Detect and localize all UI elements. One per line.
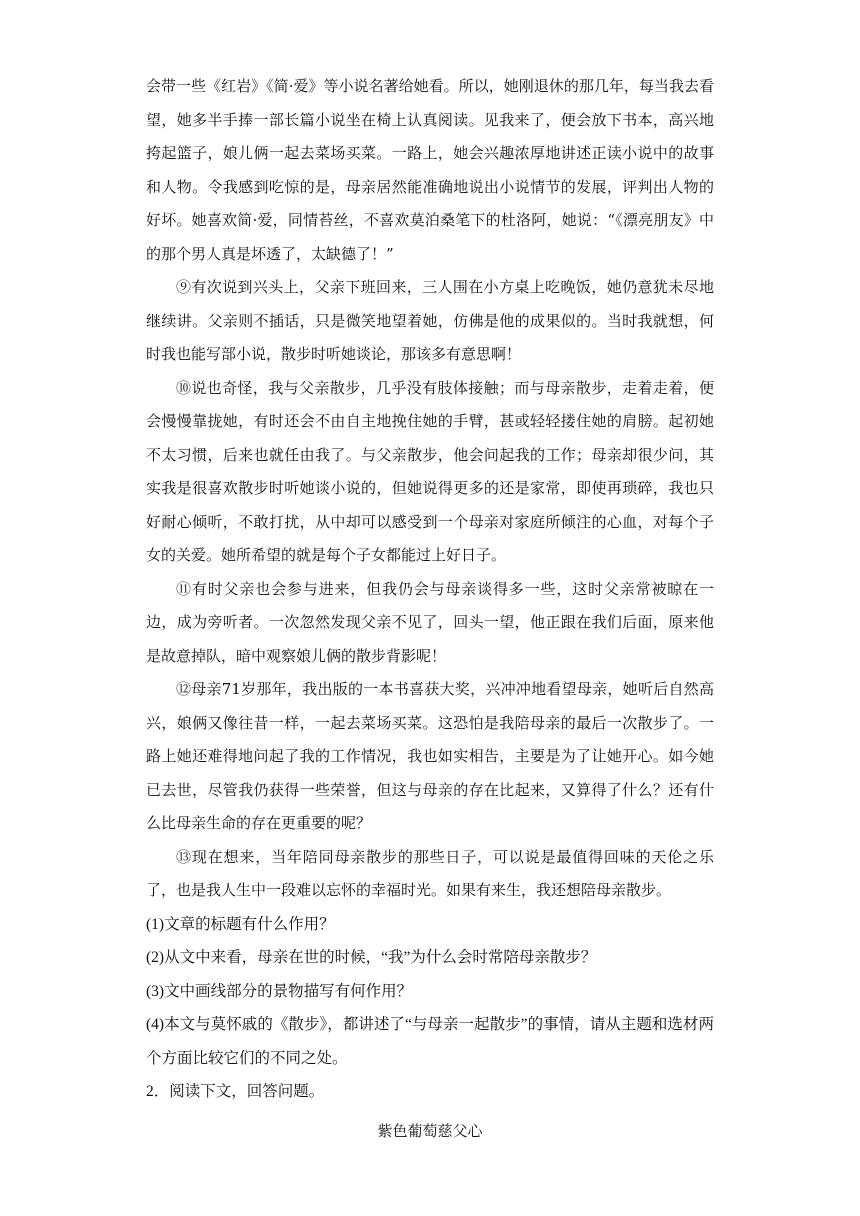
question-3: (3)文中画线部分的景物描写有何作用？: [146, 982, 413, 1000]
paragraph-12: ⑫母亲71岁那年，我出版的一本书喜获大奖，兴冲冲地看望母亲，她听后自然高兴，娘俩又像往昔一样，一起去菜场买菜。这恐怕是我陪母亲的最后一次散步了。一路上她还难得地问起了我的工作情况，我也如实相告，主要是为了让她开心。如今她已去世，尽管我仍获得一些荣誉，但这与母亲的存在比起来，又算得了什么？还有什么比母亲生命的存在更重要的呢？: [146, 680, 714, 832]
next-passage-title: 紫色葡萄慈父心: [377, 1121, 483, 1140]
next-item-heading: 2．阅读下文，回答问题。: [146, 1083, 325, 1100]
document-body: [146, 70, 714, 1148]
question-4: (4)本文与莫怀戚的《散步》，都讲述了“与母亲一起散步”的事情，请从主题和选材两个方面比较它们的不同之处。: [146, 1016, 714, 1067]
question-2: (2)从文中来看，母亲在世的时候，“我”为什么会时常陪母亲散步？: [146, 949, 597, 966]
paragraph-8-continued: 会带一些《红岩》《简·爱》等小说名著给她看。所以，她刚退休的那几年，每当我去看望，她多半手捧一部长篇小说坐在椅上认真阅读。见我来了，便会放下书本，高兴地挎起篮子，娘儿俩一起去菜场买菜。一路上，她会兴趣浓厚地讲述正读小说中的故事和人物。令我感到吃惊的是，母亲居然能准确地说出小说情节的发展，评判出人物的好坏。她喜欢简·爱，同情苔丝，不喜欢莫泊桑笔下的杜洛阿，她说：“《漂亮朋友》中的那个男人真是坏透了，太缺德了！”: [146, 77, 714, 263]
paragraph-9: ⑨有次说到兴头上，父亲下班回来，三人围在小方桌上吃晚饭，她仍意犹未尽地继续讲。父亲则不插话，只是微笑地望着她，仿佛是他的成果似的。当时我就想，何时我也能写部小说，散步时听她谈论，那该多有意思啊！: [146, 278, 714, 363]
paragraph-10: ⑩说也奇怪，我与父亲散步，几乎没有肢体接触；而与母亲散步，走着走着，便会慢慢靠拢她，有时还会不由自主地挽住她的手臂，甚或轻轻搂住她的肩膀。起初她不太习惯，后来也就任由我了。与父亲散步，他会问起我的工作；母亲却很少问，其实我是很喜欢散步时听她谈小说的，但她说得更多的还是家常，即使再琐碎，我也只好耐心倾听，不敢打扰，从中却可以感受到一个母亲对家庭所倾注的心血，对每个子女的关爱。她所希望的就是每个子女都能过上好日子。: [146, 378, 714, 564]
paragraph-13: ⑬现在想来，当年陪同母亲散步的那些日子，可以说是最值得回味的天伦之乐了，也是我人生中一段难以忘怀的幸福时光。如果有来生，我还想陪母亲散步。: [146, 847, 714, 899]
question-1: (1)文章的标题有什么作用？: [146, 915, 335, 933]
paragraph-11: ⑪有时父亲也会参与进来，但我仍会与母亲谈得多一些，这时父亲常被晾在一边，成为旁听者。一次忽然发现父亲不见了，回头一望，他正跟在我们后面，原来他是故意掉队，暗中观察娘儿俩的散步背影呢！: [146, 579, 714, 665]
